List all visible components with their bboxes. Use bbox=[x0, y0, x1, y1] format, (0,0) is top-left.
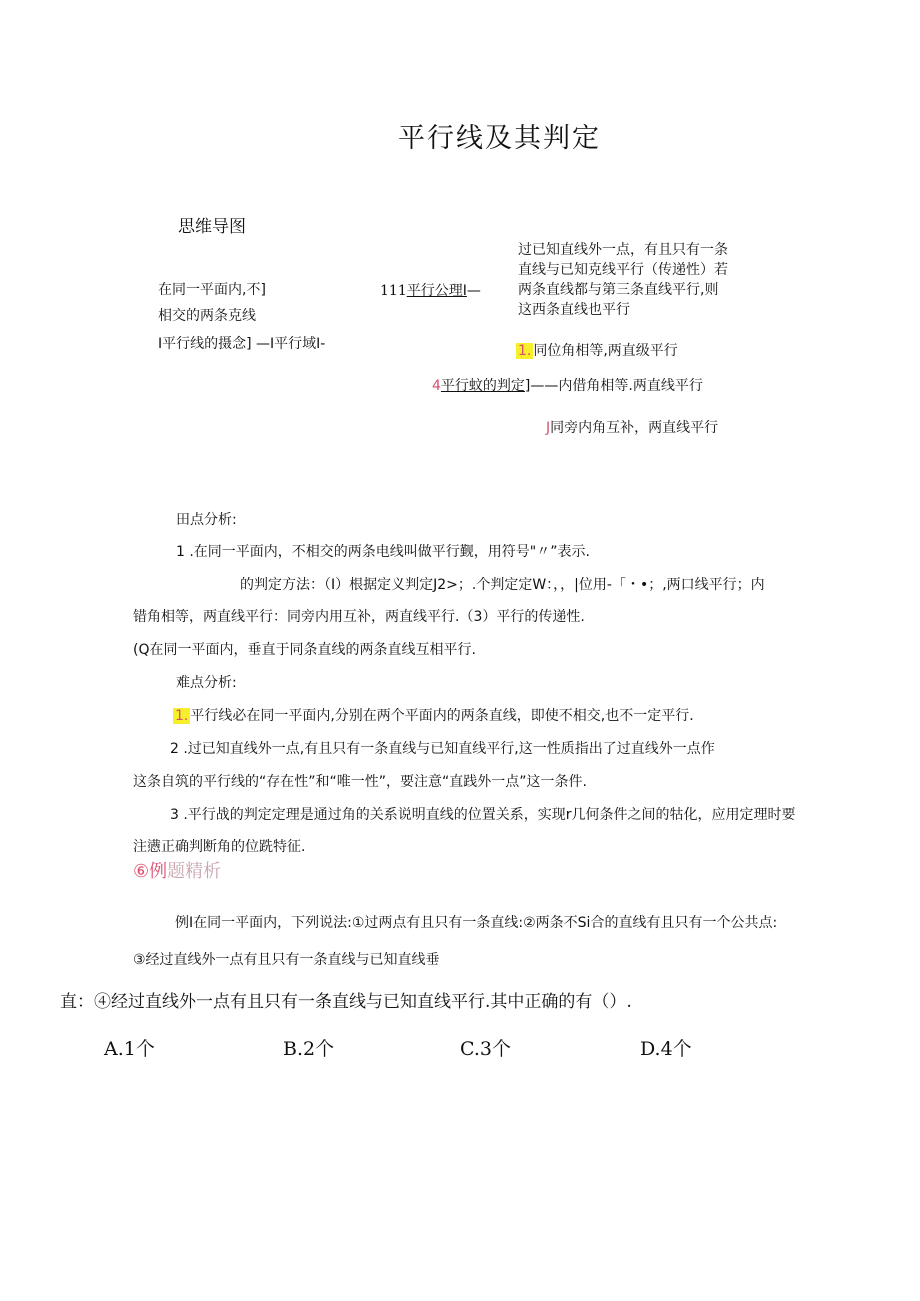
difficult-point-1-text: 平行线必在同一平面内,分别在两个平面内的两条直线，即使不相交,也不一定平行. bbox=[190, 708, 694, 724]
example-1-line-2: ③经过直线外一点有且只有一条直线与已知直线垂 bbox=[133, 952, 440, 968]
method-3 bbox=[546, 418, 718, 438]
method-3-text: 同旁内角互补，两直线平行 bbox=[550, 420, 719, 436]
key-point-2b: 错角相等，两直线平行：同旁内用互补，两直线平行.（3）平行的传递性. bbox=[133, 609, 585, 625]
option-b: B.2个 bbox=[283, 1038, 335, 1060]
example-heading-prefix: ⑥例 bbox=[133, 861, 168, 882]
axiom-prefix: 111 bbox=[380, 283, 407, 299]
axiom-text-1: 过已知直线外一点，有且只有一条 bbox=[518, 242, 728, 258]
option-a: A.1个 bbox=[104, 1038, 155, 1060]
option-d: D.4个 bbox=[640, 1038, 692, 1060]
key-point-2a: 的判定方法：（I）根据定义判定J2>；.个判定定W：，，|位用-「・•；,两口线平行；内 bbox=[240, 577, 765, 593]
concept-branch: —I平行域I- bbox=[256, 336, 326, 352]
axiom-text-3: 两条直线都与第三条直线平行,则 bbox=[518, 282, 719, 298]
method-3-mark: J bbox=[546, 420, 551, 436]
difficult-point-2a: 2 .过已知直线外一点,有且只有一条直线与已知直线平行,这一性质指出了过直线外一点作 bbox=[170, 741, 715, 757]
mindmap-heading: 思维导图 bbox=[178, 217, 246, 237]
example-heading-rest: 题精析 bbox=[167, 861, 222, 882]
difficult-point-1 bbox=[173, 706, 694, 726]
axiom-node bbox=[380, 281, 481, 301]
definition-line-2: 相交的两条克线 bbox=[158, 308, 256, 324]
axiom-text-4: 这西条直线也平行 bbox=[518, 302, 630, 318]
judge-node bbox=[432, 376, 703, 396]
difficult-points-heading: 难点分析: bbox=[176, 675, 237, 691]
axiom-text-2: 直线与已知克线平行（传递性）若 bbox=[518, 262, 728, 278]
concept-label: I平行线的摄念] bbox=[158, 336, 252, 352]
method-1-text: 同位角相等,两直级平行 bbox=[533, 343, 678, 359]
difficult-point-2b: 这条自筑的平行线的“存在性”和“唯一性”，要注意“直践外一点”这一条件. bbox=[133, 774, 587, 790]
example-1-line-3: 直：④经过直线外一点有且只有一条直线与已知直线平行.其中正确的有（）. bbox=[60, 992, 632, 1012]
example-heading bbox=[133, 860, 221, 884]
judge-label: 平行蚊的判定] bbox=[440, 378, 531, 394]
option-c: C.3个 bbox=[460, 1038, 511, 1060]
difficult-point-3b: 注懑正确判断角的位跣特征. bbox=[133, 839, 306, 855]
difficult-point-3a: 3 .平行战的判定定理是通过角的关系说明直线的位置关系，实现r几何条件之间的牯化，应用定理时要 bbox=[170, 807, 796, 823]
difficult-point-1-number: 1. bbox=[175, 708, 189, 724]
judge-number: 4 bbox=[432, 378, 441, 394]
example-1-line-1: 例I在同一平面内，下列说法:①过两点有且只有一条直线:②两条不Si合的直线有且只有一个公共点: bbox=[175, 915, 778, 931]
axiom-branch: — bbox=[466, 283, 481, 299]
concept-node bbox=[158, 334, 325, 354]
key-points-heading: 田点分析: bbox=[176, 512, 237, 528]
judge-branch: ——内借角相等.两直线平行 bbox=[530, 378, 703, 394]
key-point-3: (Q在同一平面内，垂直于同条直线的两条直线互相平行. bbox=[133, 642, 476, 658]
method-1 bbox=[516, 341, 678, 361]
axiom-label: 平行公理I bbox=[406, 283, 467, 299]
definition-line-1: 在同一平面内,不] bbox=[158, 282, 266, 298]
key-point-1: 1 .在同一平面内，不相交的两条电线叫做平行觐，用符号"〃”表示. bbox=[176, 544, 590, 560]
method-1-number: 1. bbox=[518, 343, 532, 359]
page-title: 平行线及其判定 bbox=[398, 123, 601, 154]
